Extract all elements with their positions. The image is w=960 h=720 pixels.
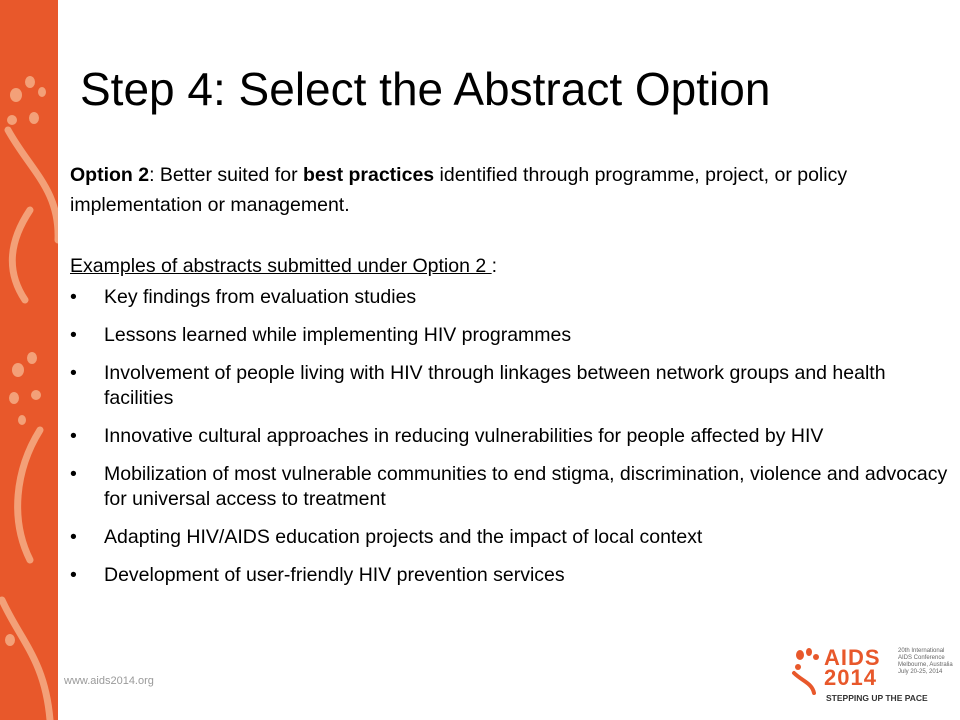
bullet-icon: •	[70, 463, 77, 485]
bullet-icon: •	[70, 324, 77, 346]
logo-conference-text	[898, 648, 958, 676]
logo-conference-line: Melbourne, Australia	[898, 662, 953, 668]
slide-title: Step 4: Select the Abstract Option	[80, 63, 771, 115]
intro-text-1: : Better suited for	[149, 164, 303, 186]
examples-heading	[70, 251, 497, 281]
intro-text-2: identified through programme, project, or policy implementation or management.	[70, 164, 848, 216]
list-item-text: Development of user-friendly HIV prevention services	[104, 564, 565, 586]
logo-year-text: 2014	[824, 665, 877, 690]
intro-paragraph	[70, 160, 950, 220]
bullet-icon: •	[70, 564, 77, 586]
footprint-pattern-icon	[0, 0, 58, 720]
list-item	[70, 462, 960, 512]
bullet-icon: •	[70, 362, 77, 384]
best-practices-label: best practices	[302, 164, 435, 186]
logo-conference-line: 20th International	[898, 648, 945, 654]
list-item-text: Key findings from evaluation studies	[104, 286, 417, 308]
list-item	[70, 424, 960, 449]
list-item	[70, 361, 960, 411]
sidebar-decoration	[0, 0, 58, 720]
option-label: Option 2	[70, 164, 150, 186]
list-item-text: Lessons learned while implementing HIV programmes	[104, 324, 572, 346]
list-item-text: Adapting HIV/AIDS education projects and the impact of local context	[104, 526, 703, 548]
logo-aids-text: AIDS	[824, 645, 881, 670]
footer-url: www.aids2014.org	[64, 675, 154, 687]
list-item-text: Mobilization of most vulnerable communities to end stigma, discrimination, violence and advocacy for universal access to treatment	[104, 463, 948, 510]
examples-heading-suffix: :	[491, 255, 498, 277]
list-item	[70, 285, 960, 310]
logo-conference-line: AIDS Conference	[898, 655, 945, 661]
bullet-icon: •	[70, 425, 77, 447]
examples-list	[70, 285, 960, 601]
bullet-icon: •	[70, 526, 77, 548]
list-item	[70, 323, 960, 348]
examples-heading-text: Examples of abstracts submitted under Option 2	[70, 255, 492, 277]
list-item-text: Involvement of people living with HIV through linkages between network groups and health facilities	[104, 362, 886, 409]
list-item-text: Innovative cultural approaches in reducing vulnerabilities for people affected by HIV	[104, 425, 824, 447]
aids2014-logo	[790, 643, 953, 713]
footprint-logo-icon	[790, 647, 822, 695]
bullet-icon: •	[70, 286, 77, 308]
list-item	[70, 525, 960, 550]
logo-conference-line: July 20-25, 2014	[898, 669, 943, 675]
logo-tagline: STEPPING UP THE PACE	[826, 693, 928, 703]
list-item	[70, 563, 960, 588]
